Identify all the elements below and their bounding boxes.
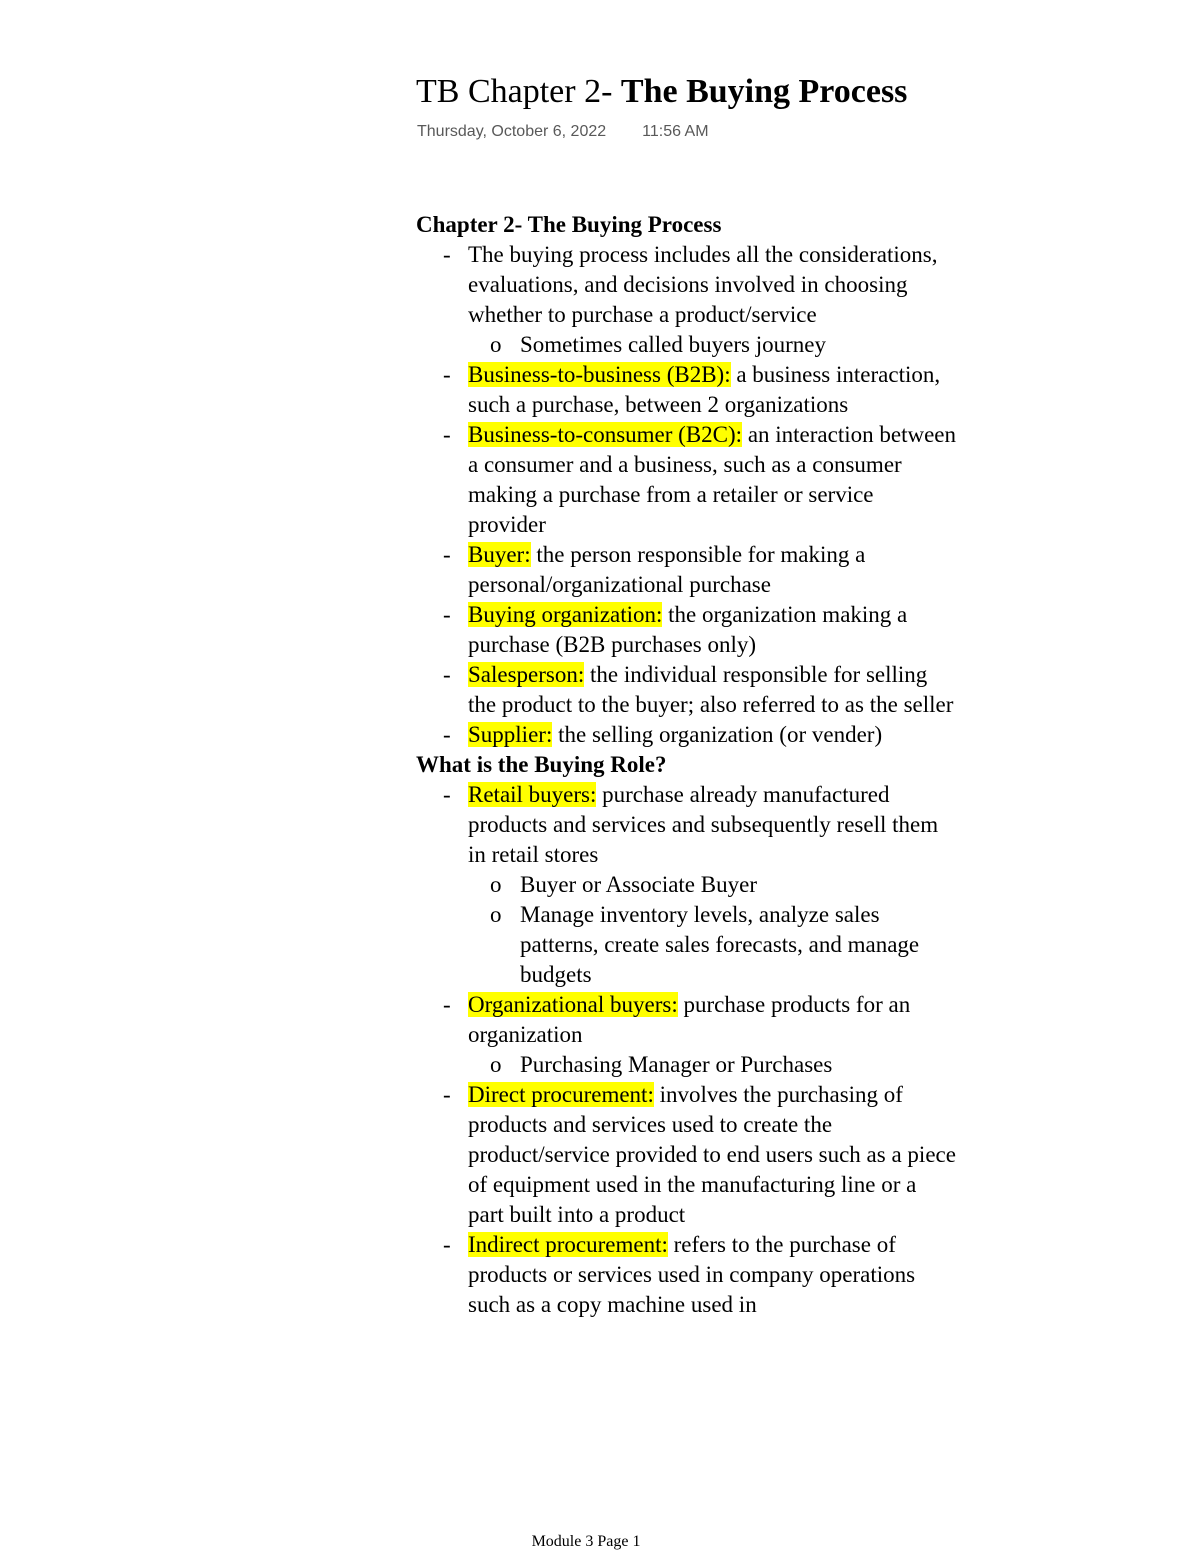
sub-item-text: Buyer or Associate Buyer — [520, 872, 757, 897]
dash-bullet-icon: - — [443, 992, 451, 1017]
list-item — [416, 1230, 956, 1320]
dash-bullet-icon: - — [443, 662, 451, 687]
note-content — [416, 210, 956, 1320]
page-time: 11:56 AM — [642, 123, 709, 140]
sub-item-text: Purchasing Manager or Purchases — [520, 1052, 833, 1077]
list-item — [416, 990, 956, 1050]
item-text: a business interaction, such a purchase, between 2 organizations — [468, 362, 941, 417]
page-title — [416, 70, 907, 114]
page-meta — [417, 121, 709, 143]
item-text: purchase products for an organization — [468, 992, 911, 1047]
highlighted-term: Retail buyers: — [468, 782, 597, 807]
page-footer: Module 3 Page 1 — [531, 1533, 641, 1550]
list-item — [416, 1080, 956, 1230]
item-text: the selling organization (or vender) — [552, 722, 883, 747]
section-heading: What is the Buying Role? — [416, 752, 667, 777]
dash-bullet-icon: - — [443, 1232, 451, 1257]
list-item — [416, 780, 956, 870]
page-title-bold: The Buying Process — [620, 73, 908, 110]
highlighted-term: Buying organization: — [468, 602, 663, 627]
highlighted-term: Direct procurement: — [468, 1082, 654, 1107]
sub-item-text: Manage inventory levels, analyze sales patterns, create sales forecasts, and manage budgets — [520, 902, 920, 987]
highlighted-term: Business-to-consumer (B2C): — [468, 422, 743, 447]
item-text: involves the purchasing of products and services used to create the product/service provided to end users such as a piece of equipment used in the manufacturing line or a part built into a product — [468, 1082, 956, 1227]
dash-bullet-icon: - — [443, 362, 451, 387]
item-text: refers to the purchase of products or services used in company operations such as a copy machine used in — [468, 1232, 916, 1317]
dash-bullet-icon: - — [443, 602, 451, 627]
sub-list-item — [416, 1050, 956, 1080]
list-item — [416, 600, 956, 660]
dash-bullet-icon: - — [443, 542, 451, 567]
sub-item-text: Sometimes called buyers journey — [520, 332, 826, 357]
item-text: the organization making a purchase (B2B purchases only) — [468, 602, 908, 657]
list-item — [416, 360, 956, 420]
highlighted-term: Indirect procurement: — [468, 1232, 668, 1257]
highlighted-term: Business-to-business (B2B): — [468, 362, 731, 387]
item-text: The buying process includes all the considerations, evaluations, and decisions involved in choosing whether to purchase a product/service — [468, 242, 938, 327]
sub-list-item — [416, 330, 956, 360]
highlighted-term: Organizational buyers: — [468, 992, 678, 1017]
circle-bullet-icon: o — [490, 872, 502, 897]
highlighted-term: Salesperson: — [468, 662, 585, 687]
item-text: the person responsible for making a personal/organizational purchase — [468, 542, 866, 597]
dash-bullet-icon: - — [443, 722, 451, 747]
list-item — [416, 540, 956, 600]
page-title-prefix: TB Chapter 2- — [416, 73, 621, 110]
page-date: Thursday, October 6, 2022 — [417, 123, 607, 140]
item-text: purchase already manufactured products and services and subsequently resell them in retail stores — [468, 782, 939, 867]
list-item — [416, 720, 956, 750]
dash-bullet-icon: - — [443, 422, 451, 447]
sub-list-item — [416, 870, 956, 900]
circle-bullet-icon: o — [490, 902, 502, 927]
item-text: an interaction between a consumer and a business, such as a consumer making a purchase from a retailer or service provider — [468, 422, 956, 537]
dash-bullet-icon: - — [443, 242, 451, 267]
circle-bullet-icon: o — [490, 332, 502, 357]
sub-list-item — [416, 900, 956, 990]
dash-bullet-icon: - — [443, 1082, 451, 1107]
section-heading: Chapter 2- The Buying Process — [416, 212, 722, 237]
list-item — [416, 420, 956, 540]
list-item — [416, 240, 956, 330]
item-text: the individual responsible for selling the product to the buyer; also referred to as the seller — [468, 662, 954, 717]
dash-bullet-icon: - — [443, 782, 451, 807]
circle-bullet-icon: o — [490, 1052, 502, 1077]
list-item — [416, 660, 956, 720]
highlighted-term: Supplier: — [468, 722, 553, 747]
highlighted-term: Buyer: — [468, 542, 531, 567]
